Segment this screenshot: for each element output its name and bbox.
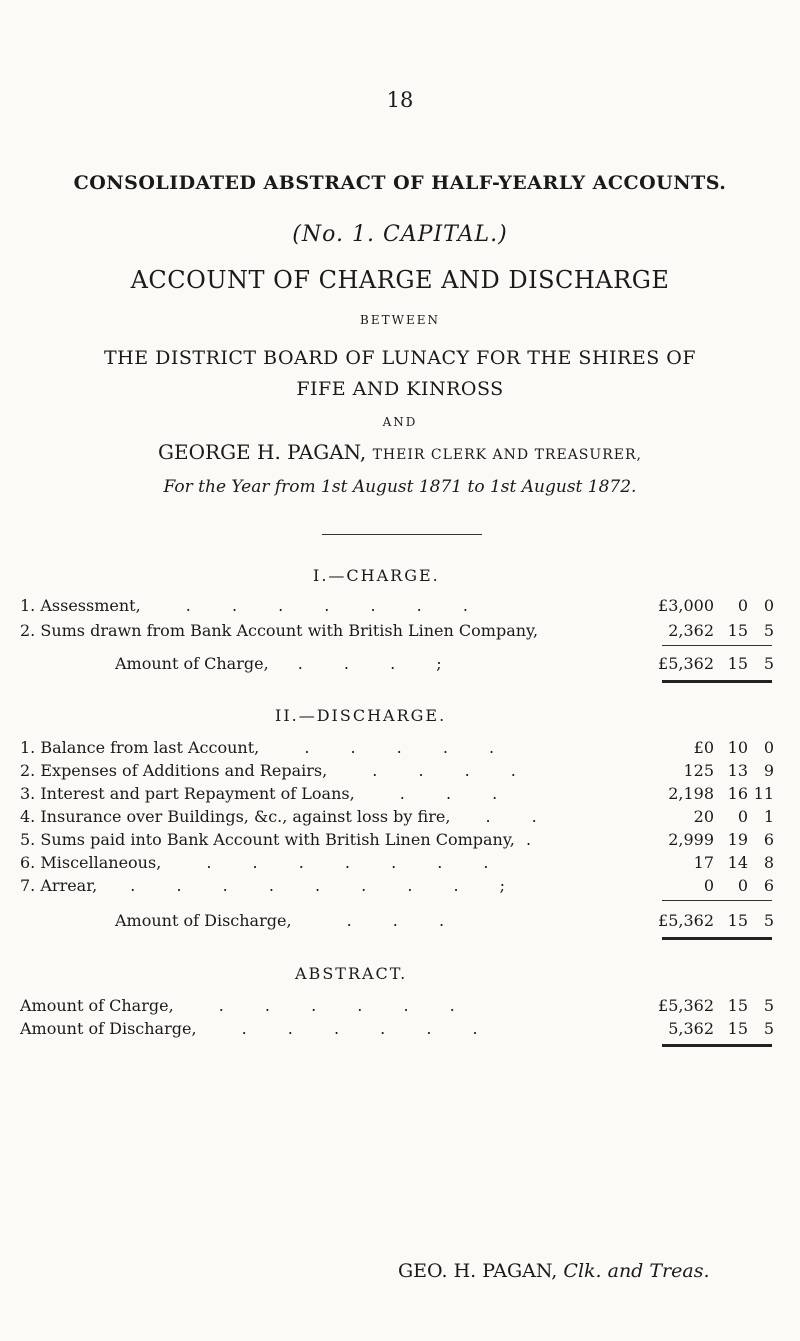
- leader-dots: . .: [485, 807, 555, 826]
- divider-rule: [322, 534, 482, 535]
- pounds: £5,362: [658, 911, 714, 930]
- shillings: 0: [737, 807, 748, 826]
- pence: 0: [763, 738, 774, 757]
- leader-dots: . . . ;: [297, 654, 460, 673]
- pounds: £0: [693, 738, 714, 757]
- account-period: For the Year from 1st August 1871 to 1st August 1872.: [163, 477, 637, 497]
- subtotal-rule: [662, 900, 772, 901]
- shillings: 15: [727, 1019, 748, 1038]
- signature-title: Clk. and Treas.: [563, 1260, 710, 1282]
- subtotal-rule: [662, 645, 772, 646]
- shillings: 15: [727, 621, 748, 640]
- shillings: 13: [727, 761, 748, 780]
- row-label: Amount of Discharge,: [20, 1019, 197, 1038]
- pounds: 17: [693, 853, 714, 872]
- total-rule: [662, 937, 772, 940]
- pence: 5: [763, 996, 774, 1015]
- row-number: 6.: [20, 853, 36, 872]
- row-number: 5.: [20, 830, 36, 849]
- pounds: 2,999: [668, 830, 714, 849]
- shillings: 15: [727, 911, 748, 930]
- row-label: Expenses of Additions and Repairs,: [40, 761, 328, 780]
- row-number: 2.: [20, 621, 36, 640]
- row-label: Sums paid into Bank Account with British Linen Company,: [40, 830, 515, 849]
- pence: 6: [763, 876, 774, 895]
- charge-row-2: [20, 621, 538, 640]
- discharge-amount-3: [632, 784, 774, 803]
- abstract-amount-2: [632, 1019, 774, 1038]
- discharge-total-row: [115, 911, 462, 930]
- total-rule: [662, 1044, 772, 1047]
- discharge-row-2: [20, 761, 534, 780]
- charge-total-row: [115, 654, 460, 673]
- party-one-line-2: FIFE AND KINROSS: [296, 378, 504, 400]
- shillings: 14: [727, 853, 748, 872]
- row-label: Amount of Charge,: [20, 996, 174, 1015]
- pence: 9: [763, 761, 774, 780]
- pounds: 5,362: [668, 1019, 714, 1038]
- pounds: £5,362: [658, 996, 714, 1015]
- signature: [398, 1260, 710, 1282]
- pounds: £5,362: [658, 654, 714, 673]
- discharge-title: II.—DISCHARGE.: [275, 706, 447, 725]
- abstract-amount-1: [632, 996, 774, 1015]
- total-label: Amount of Discharge,: [115, 911, 292, 930]
- party-two-role: THEIR CLERK AND TREASURER,: [372, 447, 642, 463]
- leader-dots: . . . .: [372, 761, 534, 780]
- shillings: 10: [727, 738, 748, 757]
- row-number: 4.: [20, 807, 36, 826]
- party-one: [0, 343, 800, 405]
- discharge-row-7: [20, 876, 523, 895]
- pence: 6: [763, 830, 774, 849]
- shillings: 16: [727, 784, 748, 803]
- discharge-amount-5: [632, 830, 774, 849]
- pounds: 2,198: [668, 784, 714, 803]
- row-label: Assessment,: [40, 596, 141, 615]
- discharge-total-amount: [632, 911, 774, 930]
- leader-dots: . . . . . . . . ;: [130, 876, 524, 895]
- pence: 8: [763, 853, 774, 872]
- row-number: 7.: [20, 876, 36, 895]
- row-label: Interest and part Repayment of Loans,: [40, 784, 355, 803]
- row-label: Miscellaneous,: [40, 853, 162, 872]
- charge-row-1: [20, 596, 486, 615]
- party-two-name: GEORGE H. PAGAN,: [158, 440, 367, 464]
- leader-dots: . . . . . .: [241, 1019, 496, 1038]
- total-label: Amount of Charge,: [115, 654, 269, 673]
- pounds: 20: [693, 807, 714, 826]
- discharge-amount-6: [632, 853, 774, 872]
- discharge-row-1: [20, 738, 512, 757]
- row-number: 1.: [20, 738, 36, 757]
- discharge-amount-4: [632, 807, 774, 826]
- row-label: Insurance over Buildings, &c., against loss by fire,: [40, 807, 451, 826]
- pounds: 2,362: [668, 621, 714, 640]
- leader-dots: . . . . . .: [218, 996, 473, 1015]
- leader-dots: . . .: [399, 784, 516, 803]
- row-label: Balance from last Account,: [40, 738, 260, 757]
- charge-amount-1: [632, 596, 774, 615]
- pence: 5: [763, 911, 774, 930]
- discharge-row-3: [20, 784, 515, 803]
- subheading: (No. 1. CAPITAL.): [292, 222, 508, 247]
- discharge-amount-7: [632, 876, 774, 895]
- discharge-row-4: [20, 807, 555, 826]
- abstract-title: ABSTRACT.: [295, 964, 408, 983]
- leader-dots: . . . . . . .: [206, 853, 507, 872]
- pence: 1: [763, 807, 774, 826]
- and-label: AND: [382, 415, 418, 429]
- pounds: 125: [683, 761, 714, 780]
- row-label: Sums drawn from Bank Account with British Linen Company,: [40, 621, 539, 640]
- charge-amount-2: [632, 621, 774, 640]
- shillings: 0: [737, 596, 748, 615]
- leader-dots: . . . . .: [304, 738, 513, 757]
- discharge-row-6: [20, 853, 507, 872]
- shillings: 19: [727, 830, 748, 849]
- row-number: 2.: [20, 761, 36, 780]
- leader-dots: .: [525, 830, 550, 849]
- pounds: £3,000: [658, 596, 714, 615]
- shillings: 0: [737, 876, 748, 895]
- charge-title: I.—CHARGE.: [313, 566, 440, 585]
- pence: 5: [763, 621, 774, 640]
- pence: 5: [763, 654, 774, 673]
- page-heading: CONSOLIDATED ABSTRACT OF HALF-YEARLY ACCOUNTS.: [73, 172, 727, 194]
- party-two: [0, 440, 800, 464]
- discharge-amount-2: [632, 761, 774, 780]
- page-number: 18: [386, 88, 414, 112]
- row-number: 1.: [20, 596, 36, 615]
- account-title: ACCOUNT OF CHARGE AND DISCHARGE: [130, 266, 670, 294]
- total-rule: [662, 680, 772, 683]
- row-label: Arrear,: [40, 876, 98, 895]
- leader-dots: . . . . . . .: [185, 596, 486, 615]
- party-one-line-1: THE DISTRICT BOARD OF LUNACY FOR THE SHIRES OF: [103, 347, 697, 369]
- leader-dots: . . .: [346, 911, 463, 930]
- abstract-row-2: [20, 1019, 496, 1038]
- row-number: 3.: [20, 784, 36, 803]
- signature-name: GEO. H. PAGAN,: [398, 1260, 558, 1282]
- pence: 0: [763, 596, 774, 615]
- between-label: BETWEEN: [360, 313, 440, 327]
- pence: 11: [753, 784, 774, 803]
- discharge-amount-1: [632, 738, 774, 757]
- shillings: 15: [727, 654, 748, 673]
- pounds: 0: [703, 876, 714, 895]
- discharge-row-5: [20, 830, 549, 849]
- abstract-row-1: [20, 996, 473, 1015]
- charge-total-amount: [632, 654, 774, 673]
- shillings: 15: [727, 996, 748, 1015]
- pence: 5: [763, 1019, 774, 1038]
